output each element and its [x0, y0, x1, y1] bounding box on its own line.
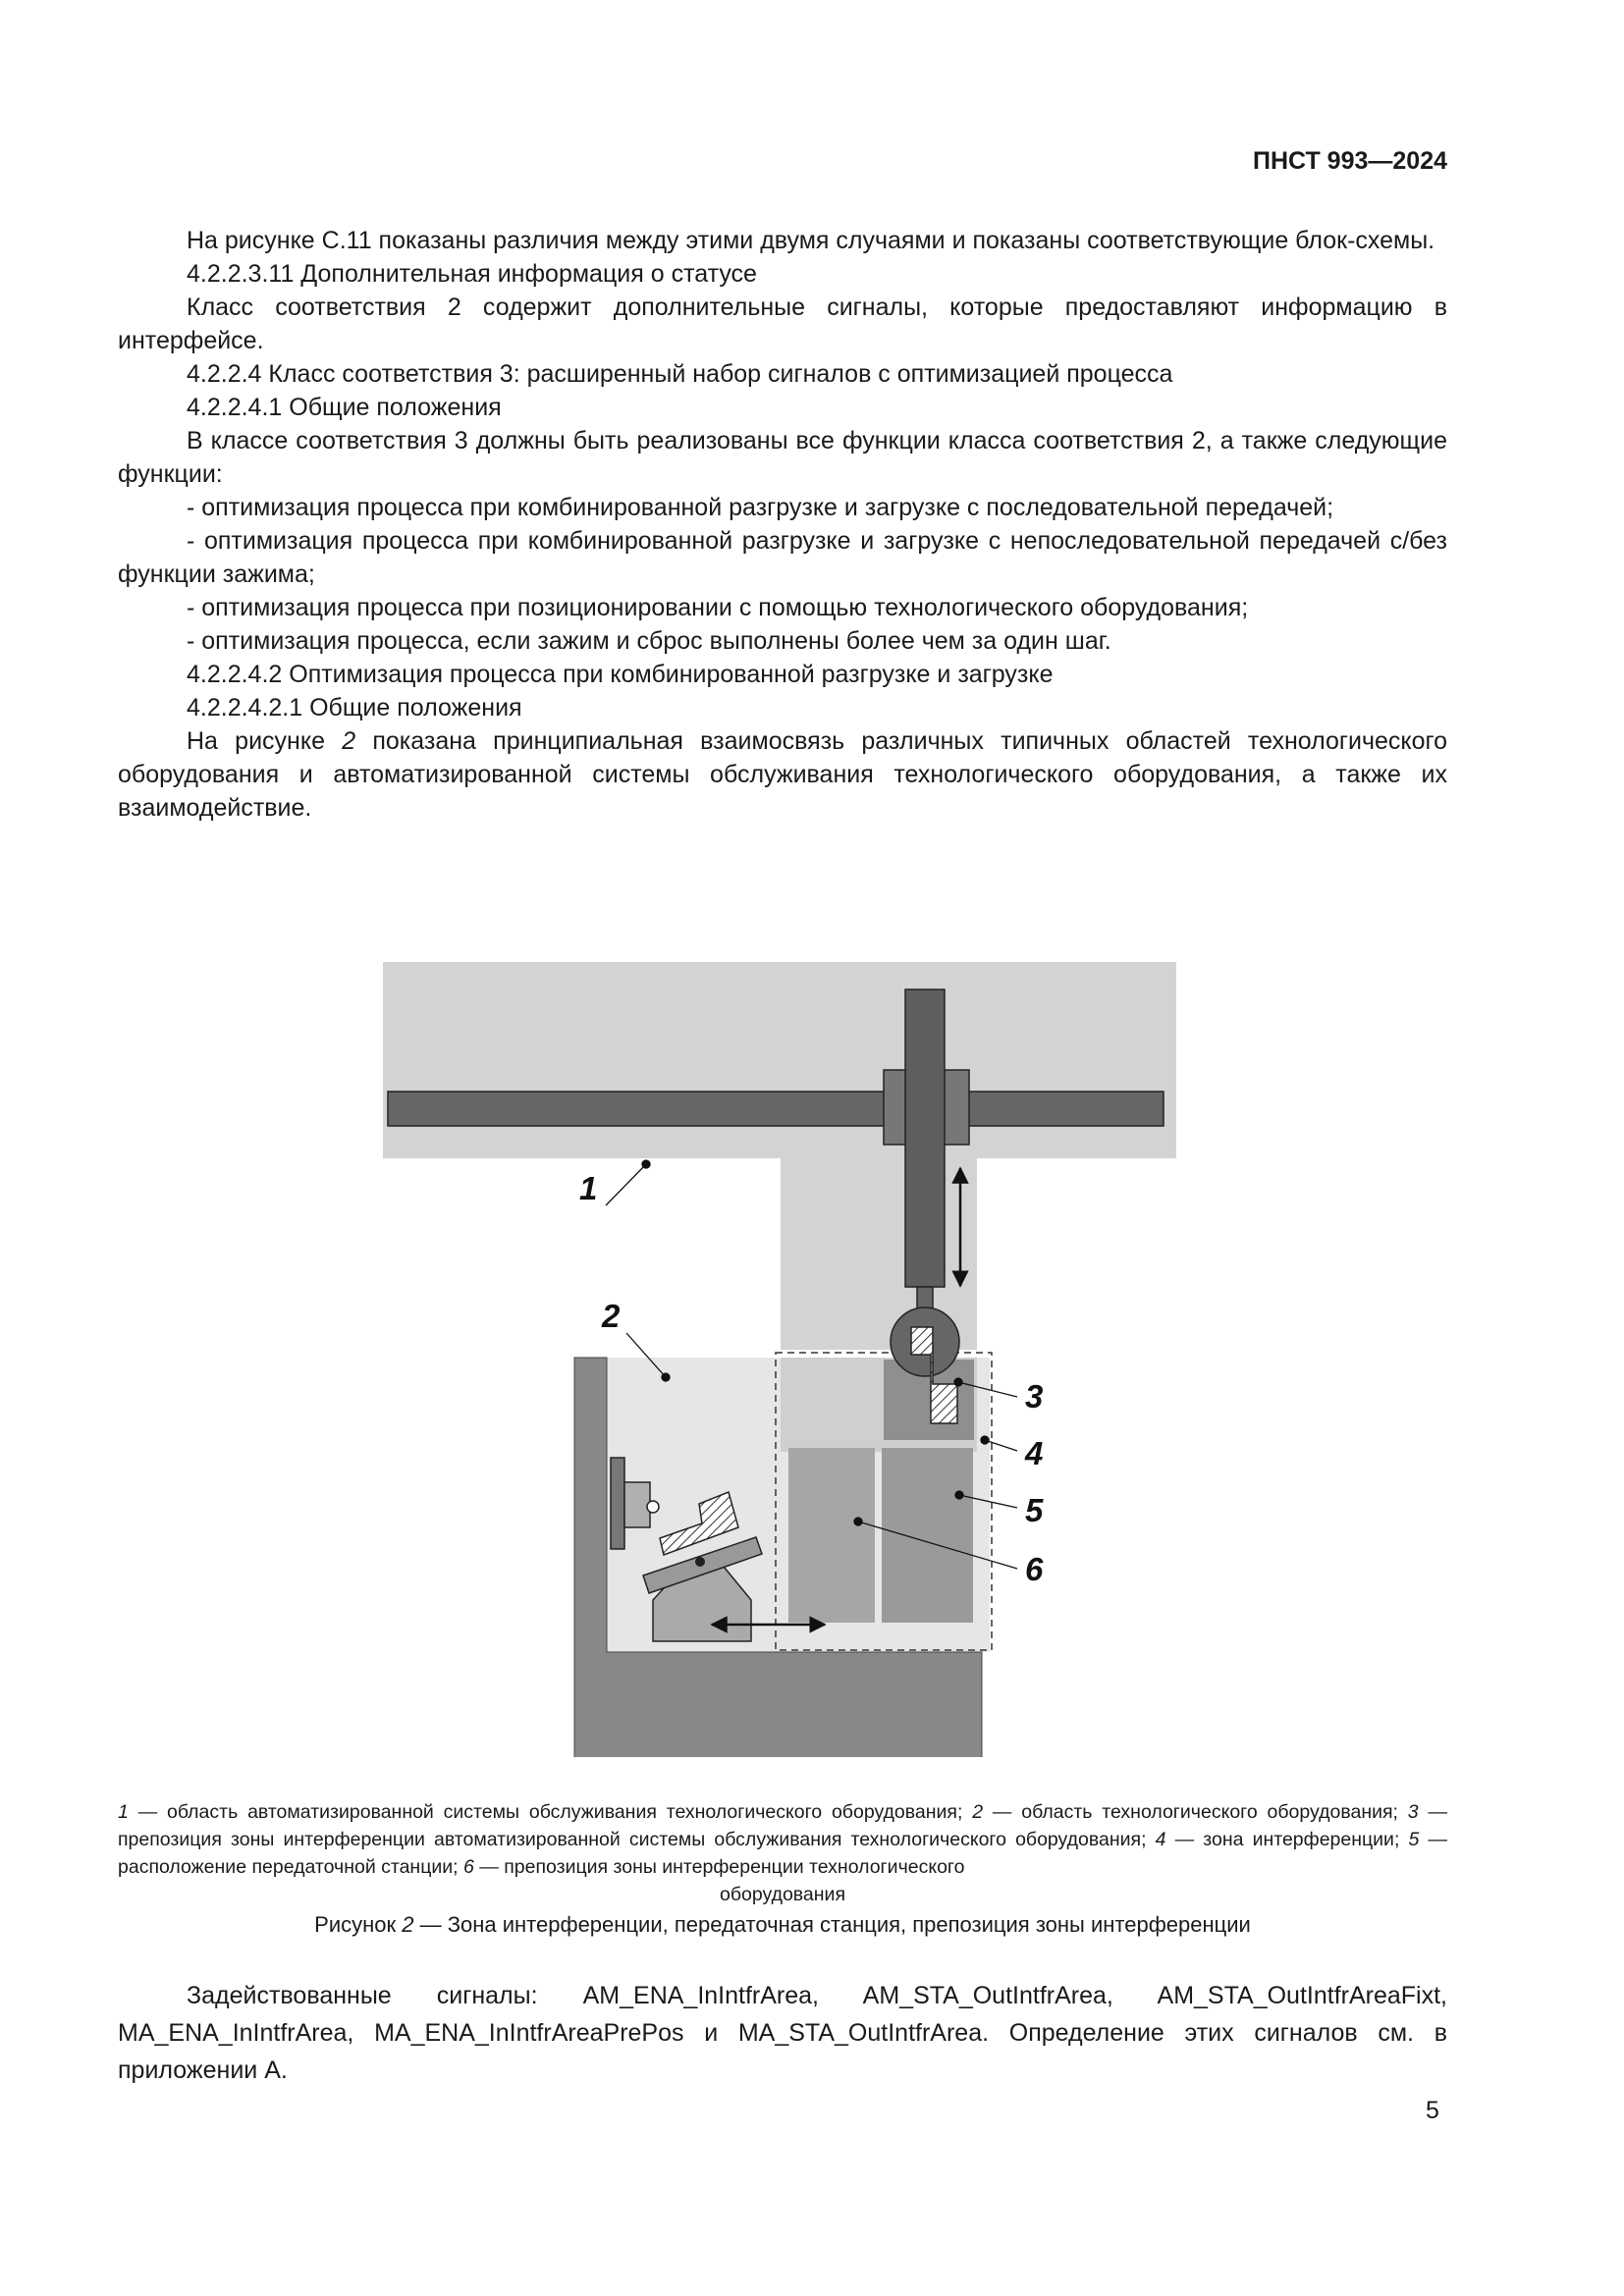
paragraph: На рисунке С.11 показаны различия между этими двумя случаями и показаны соответствующие блок-схемы.	[187, 227, 1435, 254]
callout-3: 3	[1025, 1378, 1044, 1415]
table-pivot	[695, 1557, 705, 1567]
figure-diagram	[373, 952, 1188, 1757]
paragraph: Класс соответствия 2 содержит дополнительные сигналы, которые предоставляют информацию в интерфейсе.	[118, 294, 1447, 354]
signals-paragraph: Задействованные сигналы: AM_ENA_InIntfrArea, AM_STA_OutIntfrArea, AM_STA_OutIntfrAreaFixt, MA_ENA_InIntfrArea, MA_ENA_InIntfrAreaPrePos и MA_STA_OutIntfrArea. Определение этих сигналов см. в приложении А.	[118, 1982, 1447, 2084]
vertical-rail	[905, 989, 945, 1287]
list-item: - оптимизация процесса при комбинированной разгрузке и загрузке с непоследовательной передачей с/без функции зажима;	[118, 527, 1447, 588]
list-item: - оптимизация процесса при комбинированной разгрузке и загрузке с последовательной передачей;	[187, 494, 1334, 521]
paragraph: В классе соответствия 3 должны быть реализованы все функции класса соответствия 2, а также следующие функции:	[118, 427, 1447, 488]
legend-text: — область технологического оборудования;	[983, 1801, 1408, 1823]
legend-num: 2	[972, 1801, 984, 1823]
figure-caption	[118, 1912, 1447, 1938]
fixture-plate	[611, 1458, 624, 1549]
section-heading: 4.2.2.4 Класс соответствия 3: расширенный набор сигналов с оптимизацией процесса	[187, 360, 1173, 388]
gripper-neck	[917, 1287, 933, 1308]
fixture-block	[624, 1482, 650, 1527]
list-item: - оптимизация процесса, если зажим и сброс выполнены более чем за один шаг.	[187, 627, 1111, 655]
legend-num: 6	[463, 1856, 474, 1878]
preposition-6-box	[788, 1448, 875, 1623]
list-item: - оптимизация процесса при позиционировании с помощью технологического оборудования;	[187, 594, 1249, 621]
text: показана принципиальная взаимосвязь различных типичных областей технологического оборудования и автоматизированной системы обслуживания технологического оборудования, а также их взаимодействие.	[118, 727, 1447, 822]
figure-ref: 2	[342, 727, 356, 755]
legend-text: — препозиция зоны интерференции технологического	[473, 1856, 965, 1878]
callout-2: 2	[602, 1298, 621, 1334]
callout-4: 4	[1025, 1435, 1044, 1471]
section-heading: 4.2.2.4.2.1 Общие положения	[187, 694, 522, 721]
legend-num: 3	[1407, 1801, 1419, 1823]
legend-num: 4	[1155, 1829, 1166, 1850]
section-heading: 4.2.2.4.1 Общие положения	[187, 394, 502, 421]
legend-text: — препозиция зоны интерференции автоматизированной системы обслуживания технологического оборудования;	[118, 1801, 1447, 1850]
section-heading: 4.2.2.4.2 Оптимизация процесса при комбинированной разгрузке и загрузке	[187, 661, 1054, 688]
caption-prefix: Рисунок	[314, 1912, 403, 1937]
callout-1: 1	[579, 1170, 598, 1206]
signals-section	[118, 1977, 1447, 2089]
callout-6: 6	[1025, 1551, 1044, 1587]
legend-text: — зона интерференции;	[1165, 1829, 1409, 1850]
transfer-station-5	[882, 1448, 973, 1623]
legend-num: 5	[1408, 1829, 1420, 1850]
fixture-pin	[647, 1501, 659, 1513]
figure-legend	[118, 1798, 1447, 1908]
body-text	[118, 224, 1447, 825]
caption-text: — Зона интерференции, передаточная станция, препозиция зоны интерференции	[413, 1912, 1251, 1937]
page-number: 5	[1426, 2097, 1439, 2124]
area-1-background	[383, 962, 1176, 1158]
legend-text: — область автоматизированной системы обслуживания технологического оборудования;	[128, 1801, 973, 1823]
legend-num: 1	[118, 1801, 129, 1823]
section-heading: 4.2.2.3.11 Дополнительная информация о статусе	[187, 260, 757, 288]
document-header: ПНСТ 993—2024	[1253, 147, 1447, 175]
paragraph-figure-reference	[118, 724, 1447, 825]
text: На рисунке	[187, 727, 343, 755]
legend-text: — расположение передаточной станции;	[118, 1829, 1448, 1878]
horizontal-rail	[388, 1092, 1164, 1126]
legend-last-line: оборудования	[719, 1884, 846, 1905]
callout-5: 5	[1025, 1492, 1044, 1528]
caption-number: 2	[402, 1912, 414, 1937]
